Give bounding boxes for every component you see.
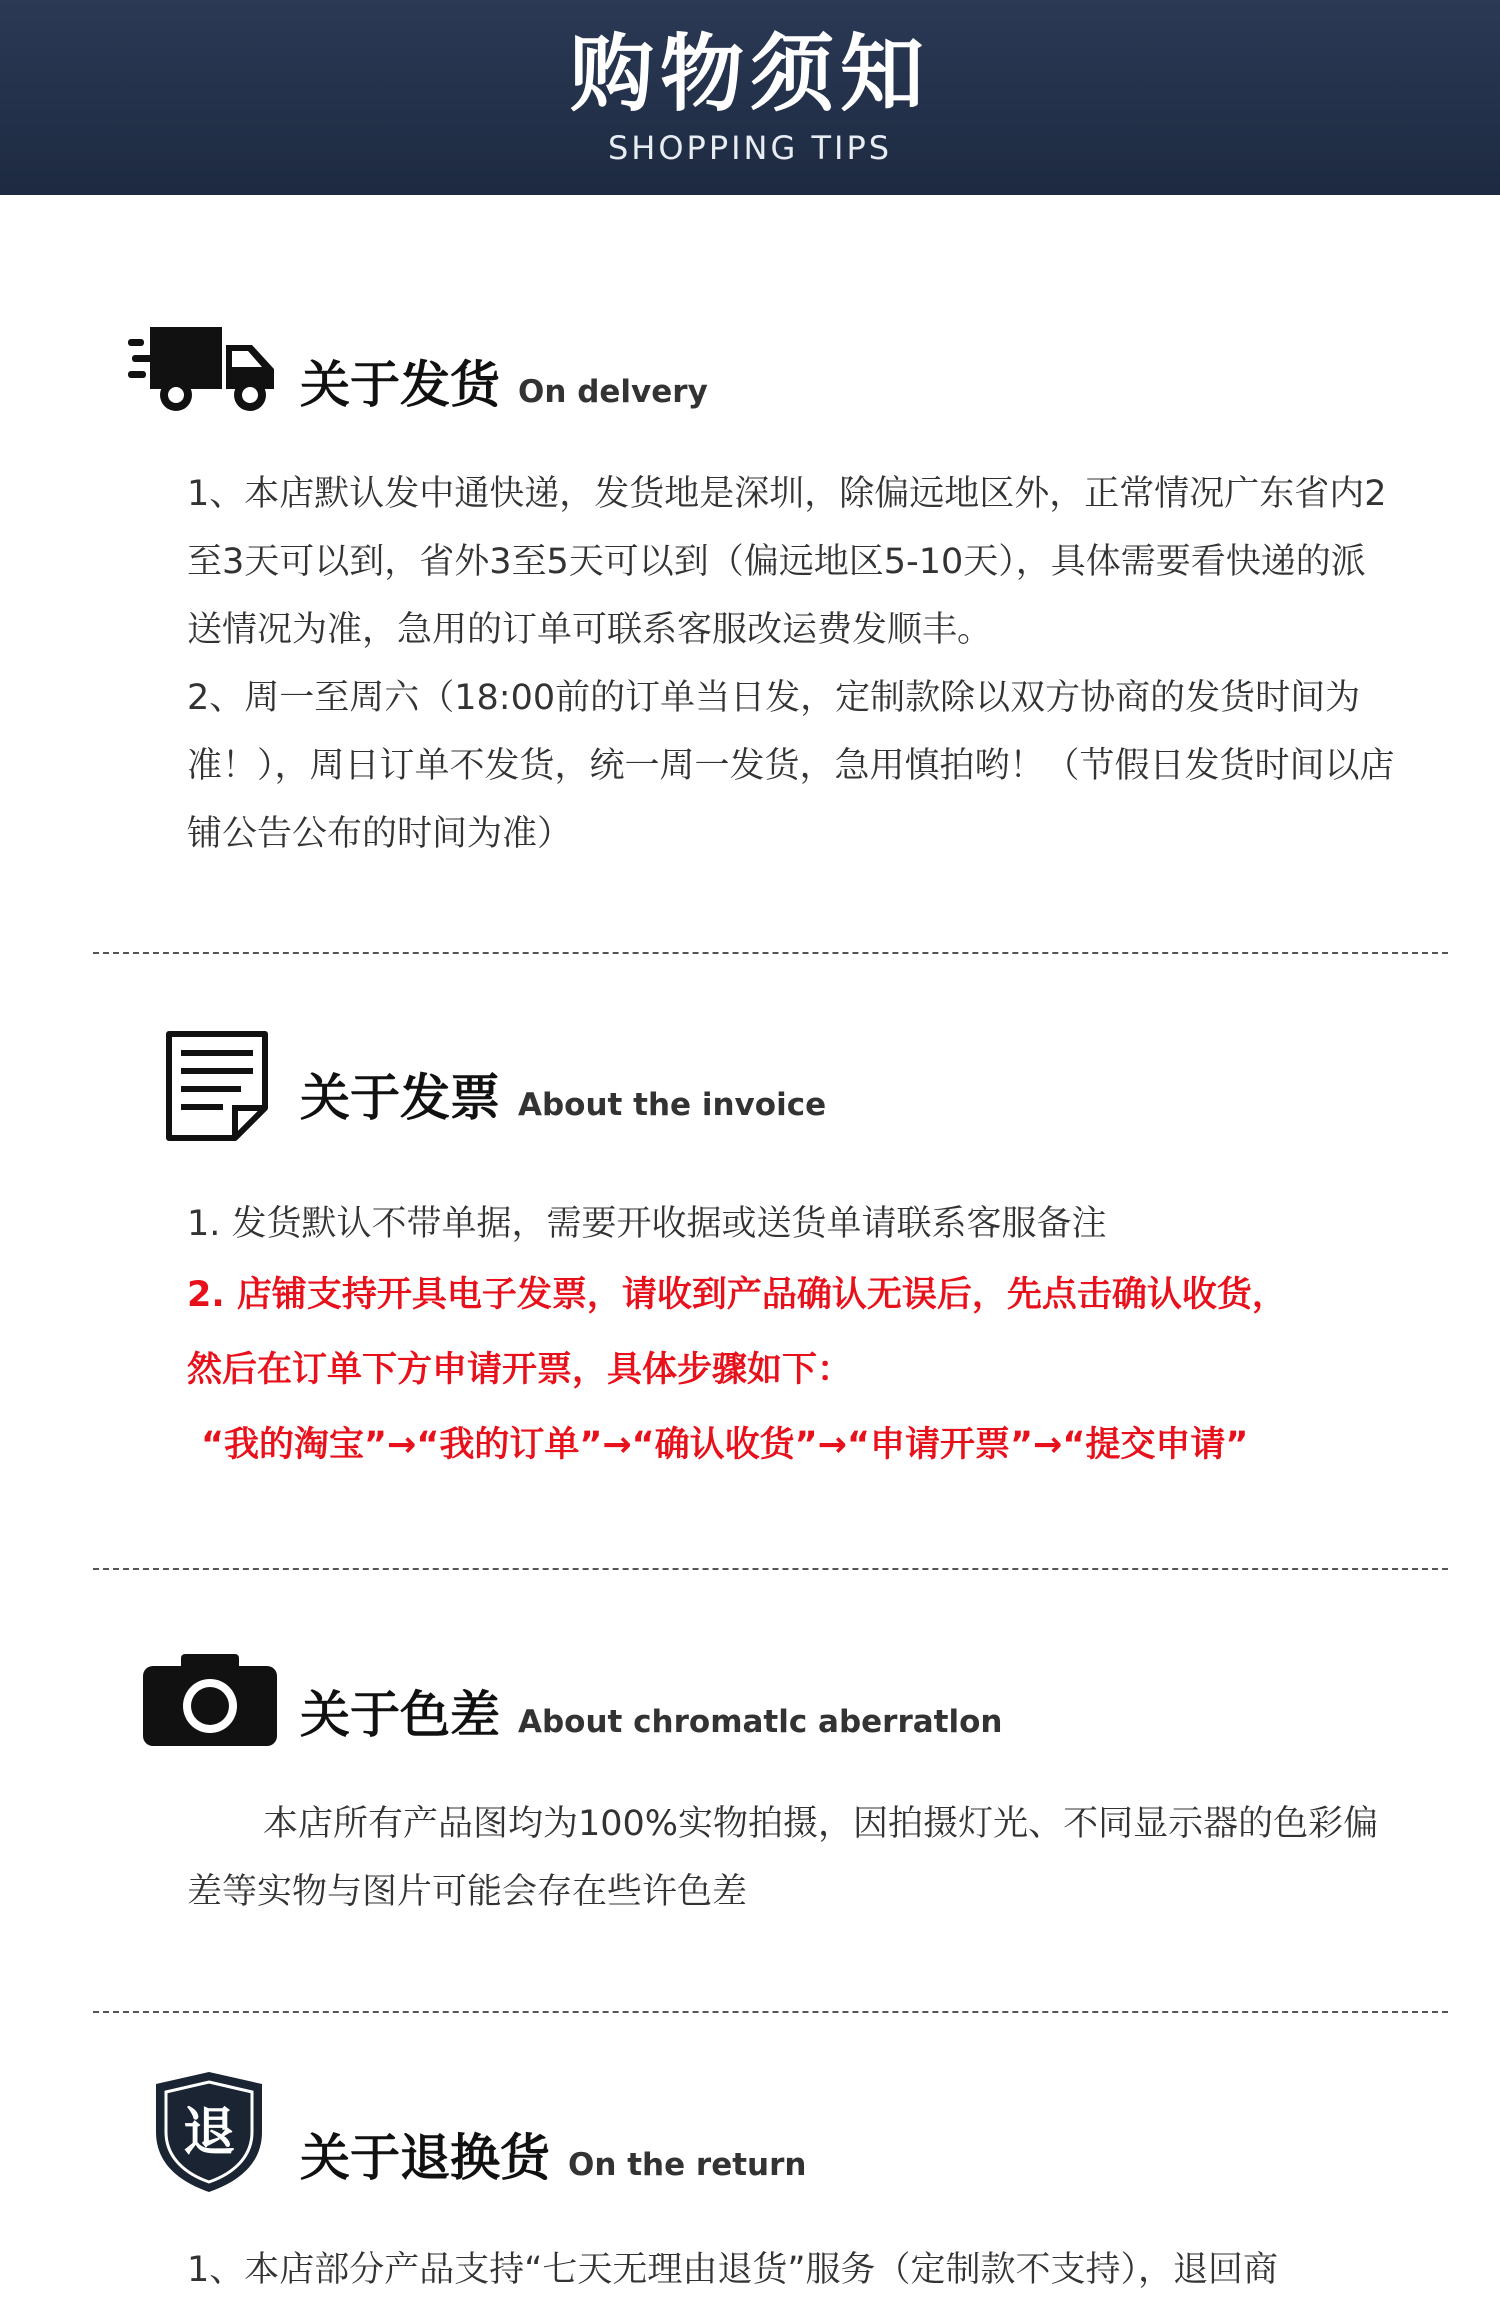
invoice-title-cn: 关于发票 xyxy=(300,1069,500,1127)
returns-title-en: On the return xyxy=(568,2147,807,2183)
delivery-title xyxy=(300,355,708,422)
color-difference-paragraph: 本店所有产品图均为100%实物拍摄，因拍摄灯光、不同显示器的色彩偏差等实物与图片可能会存在些许色差 xyxy=(187,1804,1379,1912)
invoice-paragraph-1: 1. 发货默认不带单据，需要开收据或送货单请联系客服备注 xyxy=(187,1204,1107,1244)
section-divider xyxy=(93,2011,1448,2013)
invoice-document-icon xyxy=(165,1030,269,1142)
invoice-highlight-line-2: 然后在订单下方申请开票，具体步骤如下： xyxy=(187,1350,853,1390)
header-banner xyxy=(0,0,1500,195)
delivery-paragraph-2: 2、周一至周六（18:00前的订单当日发，定制款除以双方协商的发货时间为准！），周日订单不发货，统一周一发货，急用慎拍哟！（节假日发货时间以店铺公告公布的时间为准） xyxy=(187,678,1395,854)
returns-text xyxy=(187,2236,1397,2304)
invoice-title xyxy=(300,1068,826,1135)
delivery-text xyxy=(187,460,1397,868)
delivery-paragraph-1: 1、本店默认发中通快递，发货地是深圳，除偏远地区外，正常情况广东省内2至3天可以到，省外3至5天可以到（偏远地区5-10天），具体需要看快递的派送情况为准，急用的订单可联系客服改运费发顺丰。 xyxy=(187,474,1387,650)
returns-paragraph-1: 1、本店部分产品支持“七天无理由退货”服务（定制款不支持），退回商 xyxy=(187,2250,1279,2290)
invoice-title-en: About the invoice xyxy=(518,1087,827,1123)
invoice-steps: “我的淘宝”→“我的订单”→“确认收货”→“申请开票”→“提交申请” xyxy=(201,1425,1249,1465)
return-shield-glyph: 退 xyxy=(182,2103,236,2163)
invoice-text xyxy=(187,1190,1397,1483)
section-divider xyxy=(93,952,1448,954)
delivery-title-cn: 关于发货 xyxy=(300,356,500,414)
color-difference-title-cn: 关于色差 xyxy=(300,1686,500,1744)
section-divider xyxy=(93,1568,1448,1570)
returns-title xyxy=(300,2128,806,2195)
page-title: 购物须知 xyxy=(569,25,930,123)
camera-icon xyxy=(143,1652,277,1746)
page-subtitle: SHOPPING TIPS xyxy=(607,129,893,167)
delivery-truck-icon xyxy=(128,325,278,417)
color-difference-title-en: About chromatlc aberratlon xyxy=(518,1704,1003,1740)
returns-title-cn: 关于退换货 xyxy=(300,2129,550,2187)
delivery-title-en: On delvery xyxy=(518,374,708,410)
return-shield-icon xyxy=(150,2068,268,2196)
invoice-highlight-line-1: 2. 店铺支持开具电子发票，请收到产品确认无误后，先点击确认收货， xyxy=(187,1275,1287,1315)
color-difference-title xyxy=(300,1685,1002,1752)
color-difference-text xyxy=(187,1790,1397,1926)
